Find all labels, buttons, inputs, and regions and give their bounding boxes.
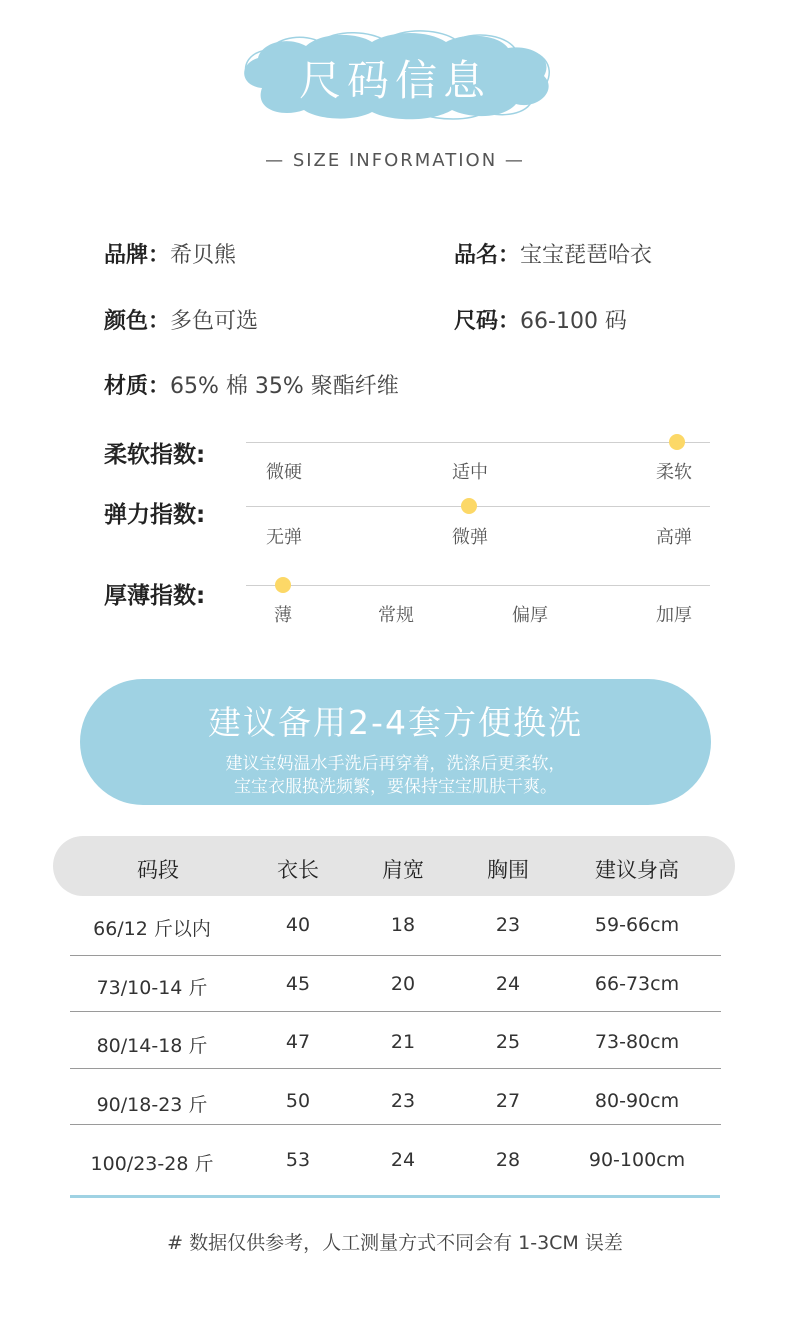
cell-size: 100/23-28 斤 bbox=[90, 1153, 214, 1175]
elasticity-index-label: 弹力指数: bbox=[104, 502, 206, 528]
cell-size: 66/12 斤以内 bbox=[93, 918, 211, 940]
color-value: 多色可选 bbox=[170, 309, 259, 334]
thickness-tick: 加厚 bbox=[656, 605, 692, 626]
cell-shoulder: 21 bbox=[390, 1031, 416, 1053]
softness-tick: 适中 bbox=[452, 462, 488, 483]
row-divider bbox=[70, 1124, 721, 1125]
row-divider bbox=[70, 1068, 721, 1069]
table-row bbox=[0, 957, 790, 1015]
page-subtitle: — SIZE INFORMATION — bbox=[265, 150, 525, 171]
column-header-height: 建议身高 bbox=[595, 858, 679, 882]
cell-length: 50 bbox=[285, 1090, 311, 1112]
size-table-header bbox=[53, 836, 735, 896]
thickness-index-label: 厚薄指数: bbox=[104, 583, 206, 609]
size-info bbox=[454, 304, 627, 335]
elasticity-scale-line bbox=[246, 506, 710, 507]
column-header-chest: 胸围 bbox=[487, 858, 529, 882]
size-value: 66-100 码 bbox=[520, 309, 627, 334]
elasticity-tick: 无弹 bbox=[266, 527, 302, 548]
elasticity-indicator-dot bbox=[461, 498, 477, 514]
cell-chest: 24 bbox=[495, 973, 521, 995]
material-value: 65% 棉 35% 聚酯纤维 bbox=[170, 374, 399, 399]
table-row bbox=[0, 898, 790, 956]
product-name-info bbox=[454, 238, 652, 269]
material-info bbox=[104, 369, 399, 400]
column-header-size: 码段 bbox=[137, 858, 179, 882]
thickness-indicator-dot bbox=[275, 577, 291, 593]
cell-shoulder: 23 bbox=[390, 1090, 416, 1112]
product-name-value: 宝宝琵琶哈衣 bbox=[520, 243, 653, 268]
product-name-label: 品名： bbox=[454, 243, 521, 268]
cell-length: 53 bbox=[285, 1149, 311, 1171]
table-bottom-border bbox=[70, 1195, 720, 1198]
cell-height: 80-90cm bbox=[594, 1090, 680, 1112]
cell-size: 73/10-14 斤 bbox=[96, 977, 208, 999]
softness-index-label: 柔软指数: bbox=[104, 442, 206, 468]
softness-indicator-dot bbox=[669, 434, 685, 450]
cell-chest: 28 bbox=[495, 1149, 521, 1171]
size-label: 尺码： bbox=[454, 309, 521, 334]
cell-length: 45 bbox=[285, 973, 311, 995]
thickness-scale-line bbox=[246, 585, 710, 586]
row-divider bbox=[70, 1011, 721, 1012]
banner-line: 建议宝妈温水手洗后再穿着，洗涤后更柔软， bbox=[225, 754, 566, 774]
brand-info bbox=[104, 238, 236, 269]
cell-height: 90-100cm bbox=[588, 1149, 686, 1171]
color-info bbox=[104, 304, 258, 335]
cell-height: 73-80cm bbox=[594, 1031, 680, 1053]
column-header-shoulder: 肩宽 bbox=[382, 858, 424, 882]
cell-shoulder: 20 bbox=[390, 973, 416, 995]
column-header-length: 衣长 bbox=[277, 858, 319, 882]
washing-tip-banner bbox=[80, 679, 711, 805]
thickness-tick: 薄 bbox=[274, 605, 292, 626]
banner-line: 宝宝衣服换洗频繁，要保持宝宝肌肤干爽。 bbox=[234, 777, 557, 797]
title-cloud bbox=[232, 30, 558, 122]
cell-chest: 23 bbox=[495, 914, 521, 936]
cell-height: 66-73cm bbox=[594, 973, 680, 995]
cell-chest: 25 bbox=[495, 1031, 521, 1053]
thickness-tick: 常规 bbox=[378, 605, 414, 626]
cell-length: 40 bbox=[285, 914, 311, 936]
brand-value: 希贝熊 bbox=[170, 243, 237, 268]
brand-label: 品牌： bbox=[104, 243, 171, 268]
row-divider bbox=[70, 955, 721, 956]
cell-size: 80/14-18 斤 bbox=[96, 1035, 208, 1057]
color-label: 颜色： bbox=[104, 309, 171, 334]
elasticity-tick: 高弹 bbox=[656, 527, 692, 548]
softness-tick: 微硬 bbox=[266, 462, 302, 483]
disclaimer-note: # 数据仅供参考，人工测量方式不同会有 1-3CM 误差 bbox=[167, 1232, 623, 1254]
page-title: 尺码信息 bbox=[298, 56, 491, 105]
material-label: 材质： bbox=[104, 374, 171, 399]
cell-shoulder: 18 bbox=[390, 914, 416, 936]
cell-length: 47 bbox=[285, 1031, 311, 1053]
cell-height: 59-66cm bbox=[594, 914, 680, 936]
elasticity-tick: 微弹 bbox=[452, 527, 488, 548]
softness-tick: 柔软 bbox=[656, 462, 692, 483]
table-row bbox=[0, 1015, 790, 1073]
cell-chest: 27 bbox=[495, 1090, 521, 1112]
cell-size: 90/18-23 斤 bbox=[96, 1094, 208, 1116]
table-row bbox=[0, 1133, 790, 1191]
softness-scale-line bbox=[246, 442, 710, 443]
cell-shoulder: 24 bbox=[390, 1149, 416, 1171]
banner-title: 建议备用2-4套方便换洗 bbox=[208, 703, 583, 742]
thickness-tick: 偏厚 bbox=[512, 605, 548, 626]
